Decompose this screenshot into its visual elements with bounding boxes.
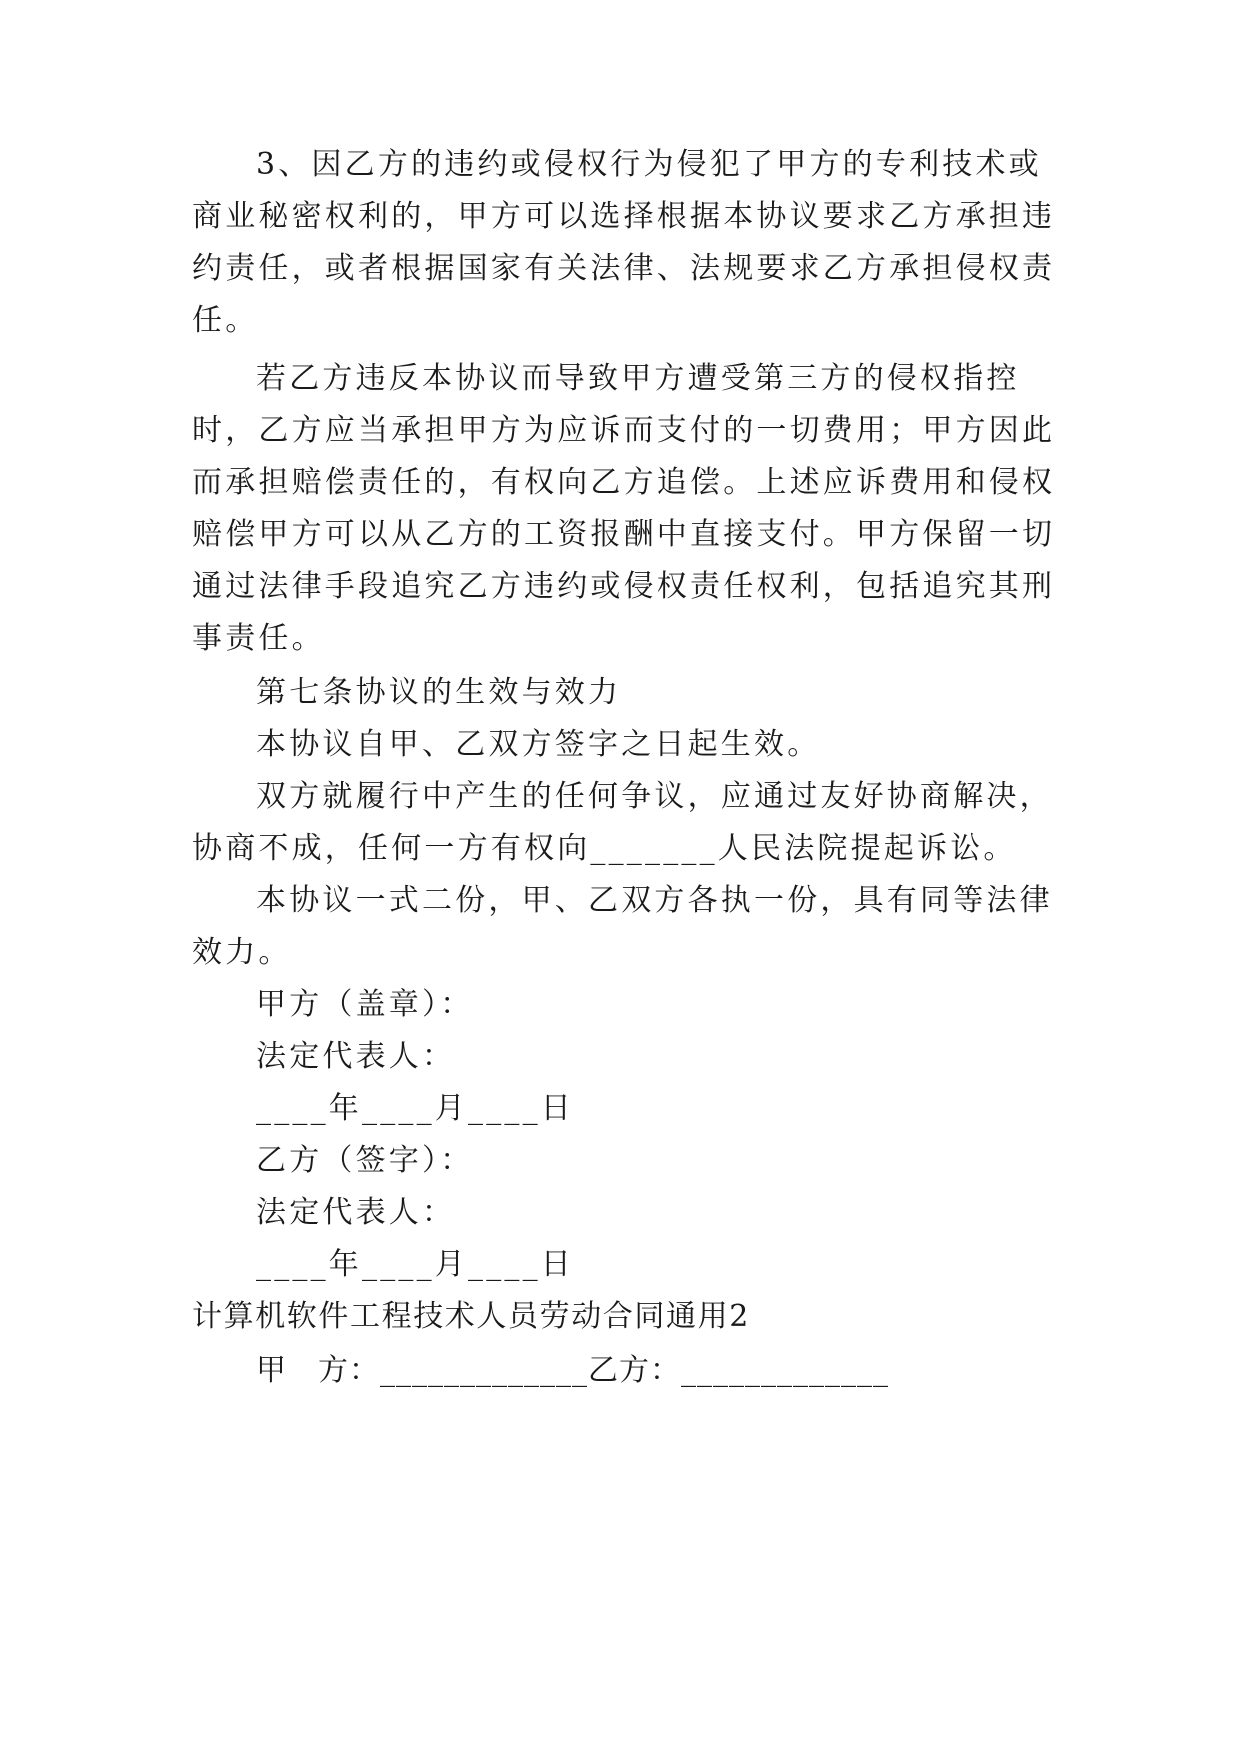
- infringement-paragraph-line-1: 若乙方违反本协议而导致甲方遭受第三方的侵权指控: [256, 361, 1020, 396]
- article-7-heading: 第七条协议的生效与效力: [256, 675, 622, 710]
- infringement-paragraph-line-3: 而承担赔偿责任的，有权向乙方追偿。上述应诉费用和侵权: [192, 465, 1056, 500]
- clause-3-line-2: 商业秘密权利的，甲方可以选择根据本协议要求乙方承担违: [192, 199, 1056, 234]
- dispute-clause-line-2: 协商不成，任何一方有权向_______人民法院提起诉讼。: [192, 831, 1017, 866]
- party-a-date-line: ____年____月____日: [256, 1091, 574, 1126]
- party-a-seal-label: 甲方（盖章）：: [256, 987, 474, 1022]
- clause-3-line-3: 约责任，或者根据国家有关法律、法规要求乙方承担侵权责: [192, 251, 1056, 286]
- clause-3-line-1: 3、因乙方的违约或侵权行为侵犯了甲方的专利技术或: [256, 147, 1042, 182]
- dispute-clause-line-1: 双方就履行中产生的任何争议，应通过友好协商解决，: [256, 779, 1053, 814]
- copies-clause-line-2: 效力。: [192, 935, 292, 970]
- party-b-date-line: ____年____月____日: [256, 1247, 574, 1282]
- effective-date-clause: 本协议自甲、乙双方签字之日起生效。: [256, 727, 821, 762]
- clause-3-line-4: 任。: [192, 303, 259, 338]
- copies-clause-line-1: 本协议一式二份，甲、乙双方各执一份，具有同等法律: [256, 883, 1053, 918]
- party-b-legal-rep-label: 法定代表人：: [256, 1195, 456, 1230]
- party-a-legal-rep-label: 法定代表人：: [256, 1039, 456, 1074]
- contract-2-title: 计算机软件工程技术人员劳动合同通用2: [192, 1299, 750, 1334]
- contract-2-parties-line: 甲 方：_____________乙方：_____________: [256, 1353, 889, 1388]
- infringement-paragraph-line-6: 事责任。: [192, 621, 325, 656]
- party-b-signature-label: 乙方（签字）：: [256, 1143, 474, 1178]
- infringement-paragraph-line-4: 赔偿甲方可以从乙方的工资报酬中直接支付。甲方保留一切: [192, 517, 1056, 552]
- infringement-paragraph-line-2: 时，乙方应当承担甲方为应诉而支付的一切费用；甲方因此: [192, 413, 1056, 448]
- infringement-paragraph-line-5: 通过法律手段追究乙方违约或侵权责任权利，包括追究其刑: [192, 569, 1056, 604]
